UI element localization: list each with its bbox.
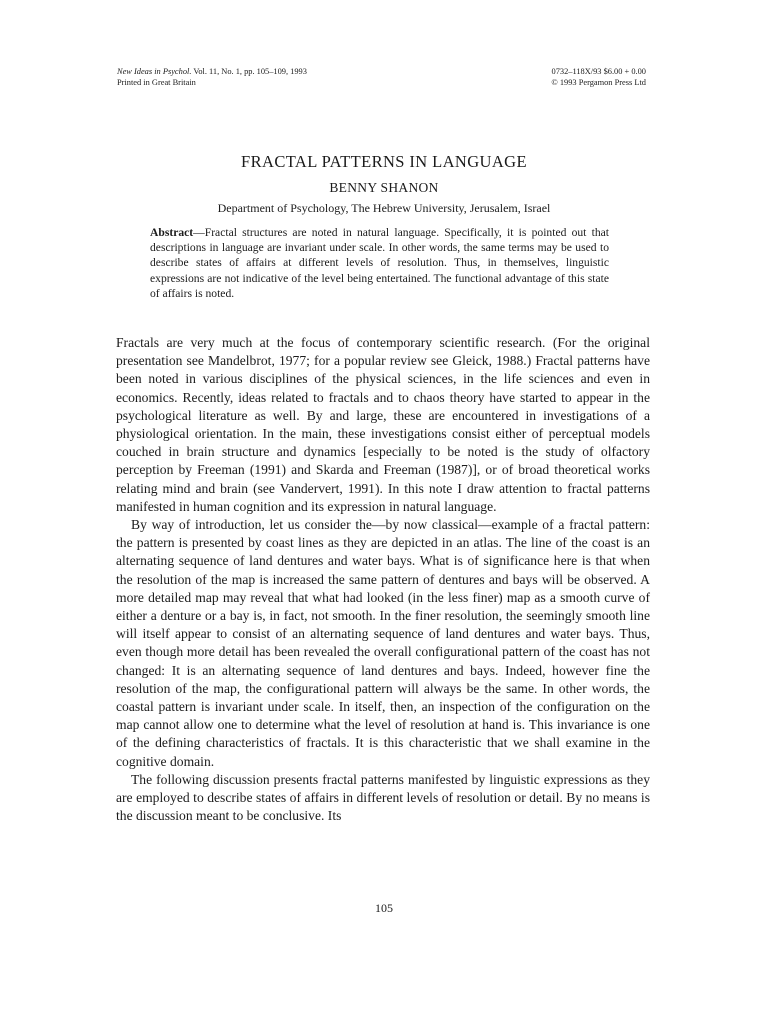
abstract-heading: Abstract <box>150 226 194 239</box>
abstract-text: —Fractal structures are noted in natural language. Specifically, it is pointed out that descriptions in language are invariant under scale. In other words, the same terms may be used to describe states of affairs at different levels of resolution. Thus, in themselves, linguistic expressions are not indicative of the level being entertained. The functional advantage of this state of affairs is noted. <box>150 226 609 300</box>
journal-citation-line <box>117 66 307 77</box>
page-number: 105 <box>375 901 393 915</box>
body-paragraph-1: Fractals are very much at the focus of contemporary scientific research. (For the original presentation see Mandelbrot, 1977; for a popular review see Gleick, 1988.) Fractal patterns have been noted in various disciplines of the physical sciences, in the life sciences and even in economics. Recently, ideas related to fractals and to chaos theory have started to appear in the psychological literature as well. By and large, these are encountered in investigations of a physiological orientation. In the main, these investigations consist either of perceptual models couched in brain structure and dynamics [especially to be noted is the study of olfactory perception by Freeman (1991) and Skarda and Freeman (1987)], or of broad theoretical works relating mind and brain (see Vandervert, 1991). In this note I draw attention to fractal patterns manifested in human cognition and its expression in natural language. <box>116 335 650 514</box>
article-body <box>116 334 650 825</box>
volume-citation: Vol. 11, No. 1, pp. 105–109, 1993 <box>191 67 307 76</box>
article-author: BENNY SHANON <box>329 180 439 195</box>
header-copyright-block <box>551 66 646 88</box>
abstract <box>150 225 609 301</box>
journal-name: New Ideas in Psychol. <box>117 67 192 76</box>
body-paragraph-3: The following discussion presents fractal patterns manifested by linguistic expressions as they are employed to describe states of affairs in different levels of resolution or detail. By no means is the discussion meant to be conclusive. Its <box>116 771 650 824</box>
copyright-line: © 1993 Pergamon Press Ltd <box>551 78 646 87</box>
author-affiliation: Department of Psychology, The Hebrew University, Jerusalem, Israel <box>217 201 551 215</box>
printed-in-line: Printed in Great Britain <box>117 78 196 87</box>
header-citation-block <box>117 66 307 88</box>
body-paragraph-2: By way of introduction, let us consider the—by now classical—example of a fractal pattern: the pattern is presented by coast lines as they are depicted in an atlas. The line of the coast is an alternating sequence of land dentures and water bays. What is of significance here is that when the resolution of the map is increased the same pattern of dentures and bays will be observed. A more detailed map may reveal that what had looked (in the less finer) map as a smooth curve of either a denture or a bay is, in fact, not smooth. In the finer resolution, the seemingly smooth line will itself appear to consist of an alternating sequence of land dentures and water bays. Thus, even though more detail has been revealed the overall configurational pattern of the coast has not changed: It is an alternating sequence of land dentures and bays. Indeed, however fine the resolution of the map, the configurational pattern will always be the same. In other words, the coastal pattern is invariant under scale. In itself, then, an inspection of the configuration on the map cannot allow one to determine what the level of resolution at hand is. This invariance is one of the defining characteristics of fractals. It is this characteristic that we shall examine in the cognitive domain. <box>116 517 650 769</box>
article-title: FRACTAL PATTERNS IN LANGUAGE <box>241 152 527 171</box>
issn-price-line: 0732–118X/93 $6.00 + 0.00 <box>551 67 646 76</box>
